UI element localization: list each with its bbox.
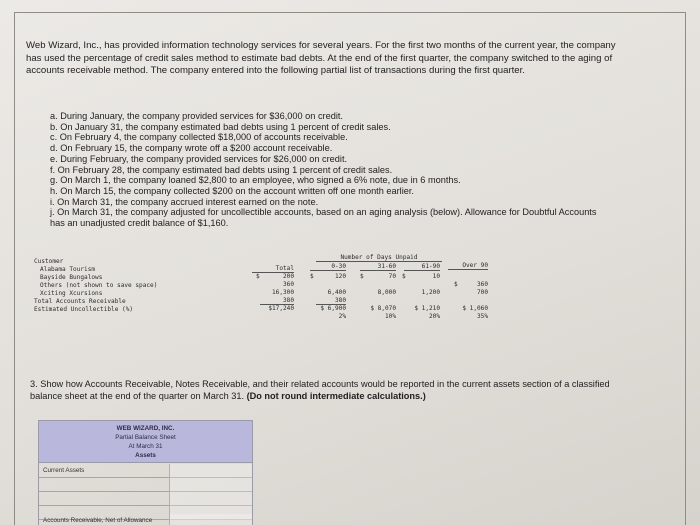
aging-cell: 200 — [282, 273, 294, 280]
aging-cell: 70 — [388, 273, 396, 280]
col-header-0-30: 0-30 — [310, 263, 346, 271]
bs-row — [39, 492, 252, 506]
aging-cell: 700 — [476, 289, 488, 296]
estimated-uncollectible-label: Estimated Uncollectible (%) — [34, 306, 134, 313]
total-ar-cell: $ 1,060 — [462, 305, 488, 312]
transaction-item: a. During January, the company provided services for $36,000 on credit. — [50, 111, 343, 121]
total-ar-cell: $ 8,070 — [370, 305, 396, 312]
aging-row-customer: Others (not shown to save space) — [40, 282, 158, 289]
rate-cell: 2% — [338, 313, 346, 320]
question-3-text: 3. Show how Accounts Receivable, Notes Receivable, and their related accounts would be reported in the current assets section of a classified balance sheet at the end of the quarter on March 31. — [30, 379, 610, 401]
bs-row-current-assets — [39, 464, 252, 478]
total-ar-cell: $ 1,210 — [414, 305, 440, 312]
col-header-total: Total — [252, 265, 294, 273]
aging-cell: 380 — [316, 297, 346, 305]
amount-input[interactable] — [169, 492, 252, 506]
transaction-item: g. On March 1, the company loaned $2,800 to an employee, who signed a 6% note, due in 6 months. — [50, 175, 461, 186]
aging-group-header: Number of Days Unpaid — [316, 254, 442, 262]
amount-input[interactable] — [169, 464, 252, 478]
transaction-item: j. On March 31, the company adjusted for uncollectible accounts, based on an aging analysis (below). Allowance for Doubtful Accounts has an unadjusted credit balance of $1,160. — [50, 207, 597, 229]
aging-cell: 1,200 — [421, 289, 440, 296]
balance-sheet-header — [39, 421, 252, 463]
transaction-item: f. On February 28, the company estimated bad debts using 1 percent of credit sales. — [50, 164, 393, 175]
rate-cell: 20% — [428, 313, 440, 320]
aging-row-customer: Xciting Xcursions — [40, 290, 103, 297]
transaction-list — [50, 111, 610, 229]
dollar-sign: $ — [454, 281, 458, 288]
problem-intro: Web Wizard, Inc., has provided information technology services for several years. For the first two months of the current year, the company has used the percentage of credit sales method to estimate bad debts. At the end of the first quarter, the company switched to the aging of accounts receivable method. The company entered into the following partial list of transactions during the first quarter. — [26, 40, 616, 77]
dollar-sign: $ — [402, 273, 406, 280]
transaction-item: c. On February 4, the company collected $18,000 of accounts receivable. — [50, 132, 348, 143]
transaction-item: h. On March 15, the company collected $200 on the account written off one month earlier. — [50, 185, 414, 196]
aging-cell: 380 — [260, 297, 294, 305]
statement-title: Partial Balance Sheet — [115, 434, 176, 441]
col-header-over-90: Over 90 — [448, 262, 488, 270]
total-ar-cell: $17,240 — [268, 305, 294, 312]
bs-row-label: Current Assets — [43, 467, 85, 474]
question-3-note: (Do not round intermediate calculations.) — [246, 391, 426, 401]
bs-row-label: Accounts Receivable, Net of Allowance — [43, 517, 153, 524]
transaction-item: i. On March 31, the company accrued interest earned on the note. — [50, 196, 319, 207]
bs-row — [39, 478, 252, 492]
aging-cell: 120 — [334, 273, 346, 280]
total-ar-label: Total Accounts Receivable — [34, 298, 126, 305]
section-assets: Assets — [135, 452, 156, 459]
aging-cell: 360 — [282, 281, 294, 288]
aging-cell: 10 — [432, 273, 440, 280]
dollar-sign: $ — [256, 273, 260, 280]
dollar-sign: $ — [360, 273, 364, 280]
company-name: WEB WIZARD, INC. — [116, 425, 175, 432]
aging-cell: 8,000 — [377, 289, 396, 296]
col-header-61-90: 61-90 — [404, 263, 440, 271]
statement-date: At March 31 — [128, 443, 163, 450]
rate-cell: 35% — [476, 313, 488, 320]
amount-input[interactable] — [169, 478, 252, 492]
bs-row-ar-net — [39, 514, 252, 525]
aging-row-customer: Bayside Bungalows — [40, 274, 103, 281]
aging-table — [34, 254, 634, 374]
aging-cell: 6,400 — [327, 289, 346, 296]
total-ar-cell: $ 6,900 — [320, 305, 346, 312]
aging-cell: 360 — [476, 281, 488, 288]
dollar-sign: $ — [310, 273, 314, 280]
amount-input[interactable] — [169, 514, 252, 525]
col-header-31-60: 31-60 — [360, 263, 396, 271]
rate-cell: 10% — [384, 313, 396, 320]
transaction-item: d. On February 15, the company wrote off a $200 account receivable. — [50, 143, 333, 154]
aging-row-customer: Alabama Tourism — [40, 266, 96, 273]
balance-sheet-form — [38, 420, 253, 525]
transaction-item: b. On January 31, the company estimated bad debts using 1 percent of credit sales. — [50, 121, 391, 132]
col-header-customer: Customer — [34, 258, 64, 265]
question-3 — [30, 378, 630, 402]
aging-cell: 16,300 — [271, 289, 294, 296]
transaction-item: e. During February, the company provided services for $26,000 on credit. — [50, 153, 348, 164]
